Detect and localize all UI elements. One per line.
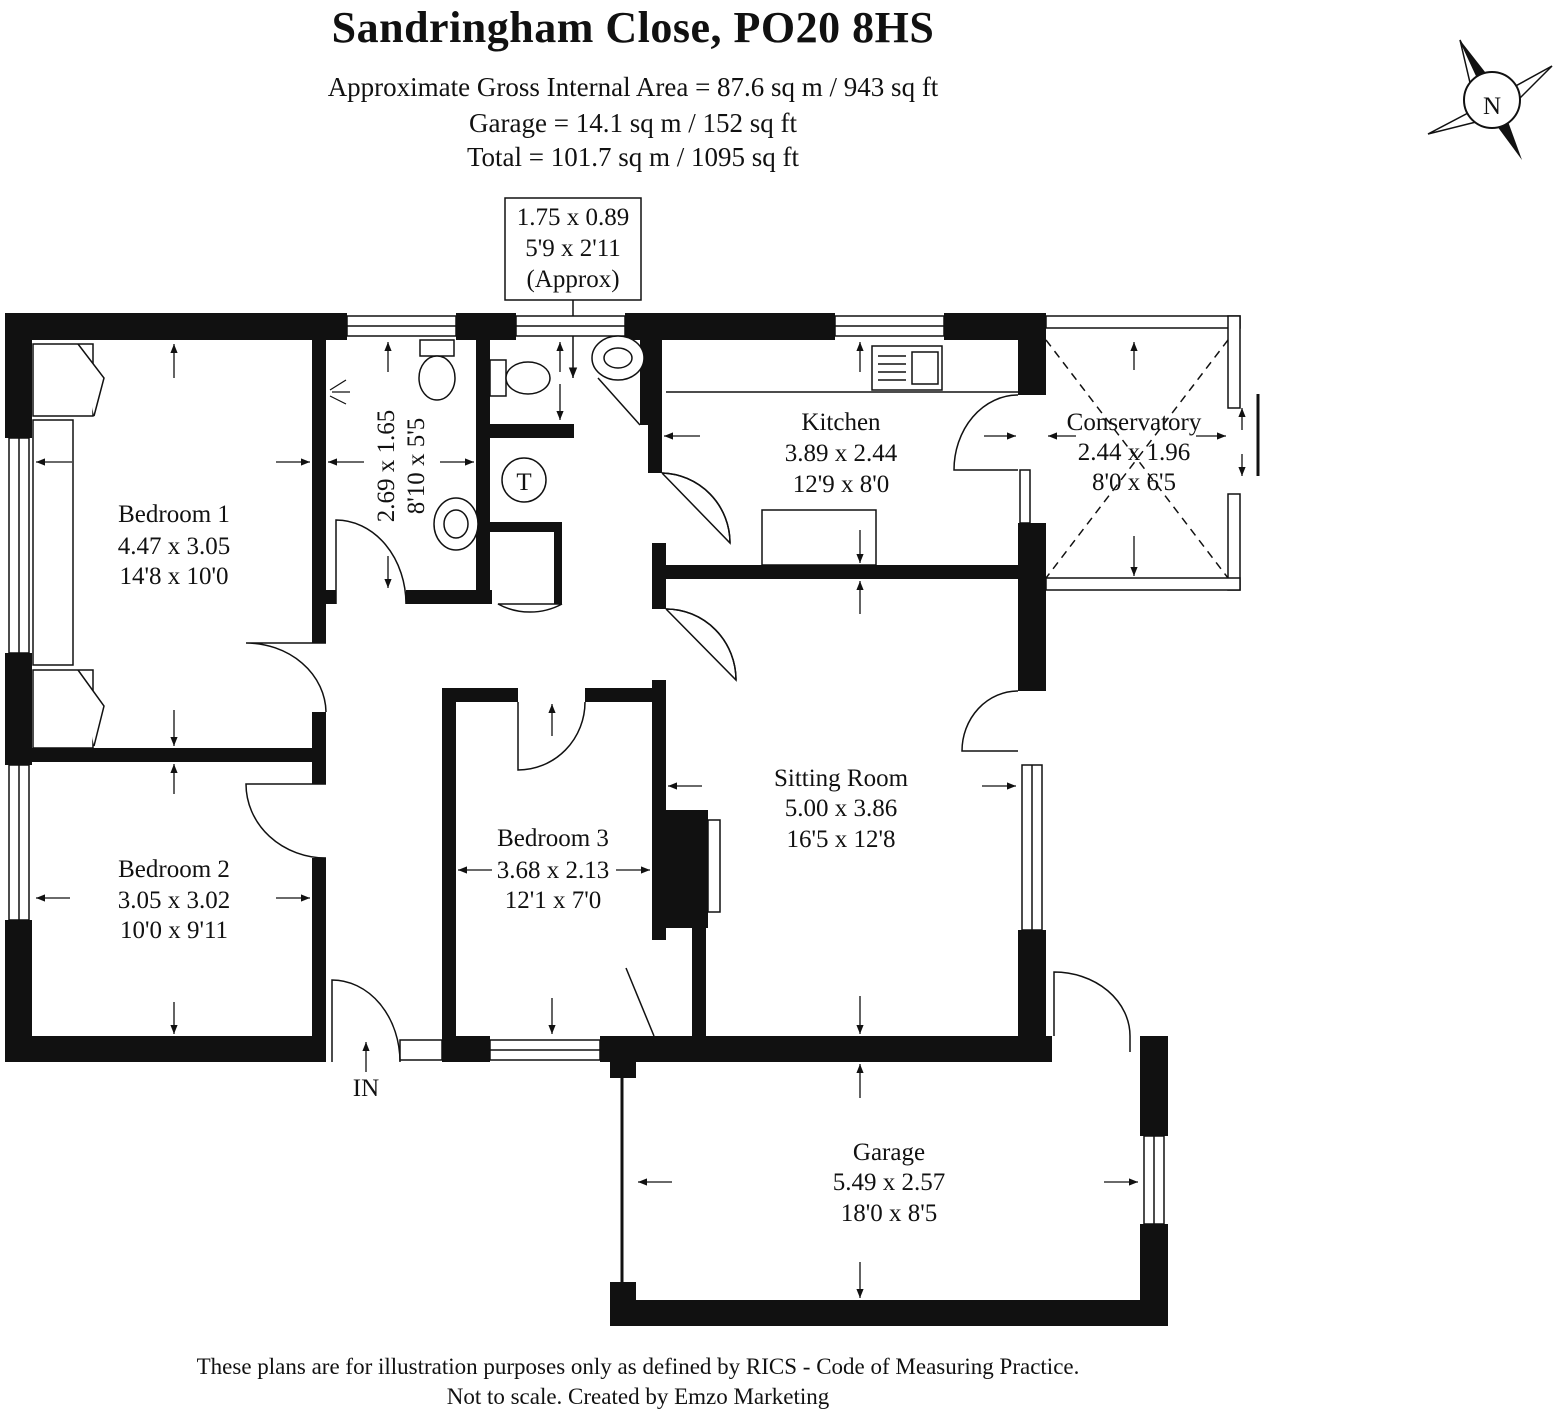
bathroom-metric: 2.69 x 1.65 [373, 409, 400, 523]
wc-callout-line3: (Approx) [526, 266, 620, 293]
bedroom1-imperial: 14'8 x 10'0 [119, 563, 229, 590]
total-area-text: Total = 101.7 sq m / 1095 sq ft [466, 142, 800, 172]
disclaimer-line2: Not to scale. Created by Emzo Marketing [446, 1384, 830, 1409]
bedroom1-metric: 4.47 x 3.05 [117, 533, 231, 560]
bedroom3-imperial: 12'1 x 7'0 [504, 887, 602, 914]
bedroom2-metric: 3.05 x 3.02 [117, 887, 231, 914]
bathroom-imperial: 8'10 x 5'5 [403, 417, 430, 515]
garage-area-text: Garage = 14.1 sq m / 152 sq ft [469, 108, 797, 138]
bedroom2-name: Bedroom 2 [118, 856, 230, 883]
fittings [33, 336, 1228, 912]
garage-metric: 5.49 x 2.57 [832, 1169, 946, 1196]
conservatory-metric: 2.44 x 1.96 [1077, 439, 1191, 466]
page-title: Sandringham Close, PO20 8HS [331, 3, 935, 52]
disclaimer-line1: These plans are for illustration purposes only as defined by RICS - Code of Measuring Practice. [196, 1354, 1080, 1379]
sitting-room-metric: 5.00 x 3.86 [784, 795, 898, 822]
garage-imperial: 18'0 x 8'5 [840, 1200, 938, 1227]
sitting-room-name: Sitting Room [773, 765, 909, 792]
kitchen-name: Kitchen [801, 409, 881, 436]
bedroom3-name: Bedroom 3 [497, 825, 609, 852]
gross-area-text: Approximate Gross Internal Area = 87.6 sq m / 943 sq ft [327, 72, 939, 102]
windows [9, 316, 1258, 1282]
bedroom2-imperial: 10'0 x 9'11 [119, 917, 229, 944]
dimension-arrows [36, 342, 1242, 1298]
conservatory-imperial: 8'0 x 6'5 [1091, 469, 1177, 496]
walls [5, 313, 1168, 1326]
bedroom3-metric: 3.68 x 2.13 [496, 857, 610, 884]
garage-name: Garage [852, 1139, 926, 1166]
tank-label: T [516, 469, 532, 496]
north-compass-icon [1428, 40, 1552, 160]
sitting-room-imperial: 16'5 x 12'8 [786, 826, 896, 853]
entrance-label: IN [352, 1075, 380, 1102]
kitchen-metric: 3.89 x 2.44 [784, 440, 898, 467]
compass-label: N [1482, 93, 1502, 120]
bedroom1-name: Bedroom 1 [118, 501, 230, 528]
kitchen-imperial: 12'9 x 8'0 [792, 471, 890, 498]
wc-callout-line1: 1.75 x 0.89 [516, 204, 630, 231]
conservatory-name: Conservatory [1066, 409, 1202, 436]
wc-callout-line2: 5'9 x 2'11 [525, 235, 621, 262]
